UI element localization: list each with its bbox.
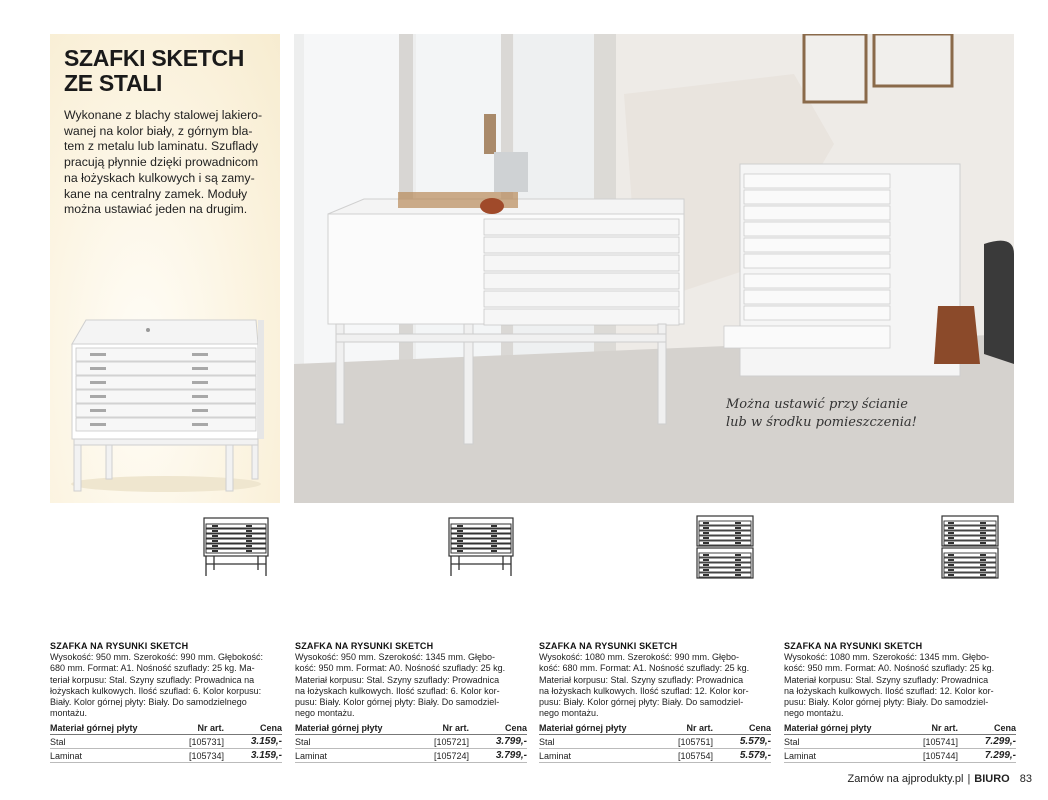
product-description-line: Materiał korpusu: Stal. Szyny szuflady: Prowadnica (539, 674, 744, 685)
cell-material: Laminat (539, 749, 657, 763)
cell-material: Laminat (295, 749, 413, 763)
product-description-line: kość: 950 mm. Format: A0. Nośność szuflady: 25 kg. (295, 663, 506, 674)
photo-caption-line: Można ustawić przy ścianie (726, 397, 908, 412)
col-header-price: Cena (469, 722, 527, 735)
cell-price: 3.159,- (224, 735, 282, 749)
col-header-material: Materiał górnej płyty (295, 722, 413, 735)
cabinet-12-drawer-wide-icon (934, 514, 1006, 580)
room-photo (294, 34, 1014, 503)
photo-caption (726, 396, 926, 432)
hero-panel (50, 34, 280, 503)
cabinet-product-image (66, 304, 266, 499)
product-description-line: Materiał korpusu: Stal. Szyny szuflady: Prowadnica (784, 674, 989, 685)
cabinet-6-drawer-wide-icon (445, 514, 517, 580)
cell-art-number: [105724] (413, 749, 469, 763)
col-header-art: Nr art. (657, 722, 713, 735)
product-card (784, 514, 1016, 764)
product-description-line: montażu. (50, 708, 88, 719)
product-description-line: 680 mm. Format: A1. Nośność szuflady: 25 kg. Ma- (50, 663, 255, 674)
price-table-header (50, 722, 282, 735)
cell-price: 3.799,- (469, 735, 527, 749)
price-table (539, 722, 771, 763)
product-name: SZAFKA NA RYSUNKI SKETCH (50, 641, 189, 651)
cell-art-number: [105731] (168, 735, 224, 749)
product-description-line: Wysokość: 1080 mm. Szerokość: 990 mm. Głębo- (539, 652, 739, 662)
table-row (295, 749, 527, 763)
col-header-price: Cena (958, 722, 1016, 735)
hero-description (64, 108, 276, 218)
product-description-line: łożyskach kulkowych. Ilość szuflad: 6. Kolor korpusu: (50, 685, 262, 696)
cell-material: Stal (50, 735, 168, 749)
product-description-line: nego montażu. (539, 708, 599, 719)
cell-art-number: [105721] (413, 735, 469, 749)
hero-description-line: tem z metalu lub laminatu. Szuflady (64, 139, 259, 154)
hero-description-line: Wykonane z blachy stalowej lakiero- (64, 108, 263, 122)
page-footer (847, 773, 1032, 785)
col-header-art: Nr art. (902, 722, 958, 735)
table-row (50, 735, 282, 749)
col-header-material: Materiał górnej płyty (784, 722, 902, 735)
price-table-header (784, 722, 1016, 735)
product-name: SZAFKA NA RYSUNKI SKETCH (539, 641, 678, 651)
page-title: SZAFKI SKETCH ZE STALI (64, 45, 245, 96)
cell-price: 3.799,- (469, 749, 527, 763)
hero-description-line: można ustawiać jeden na drugim. (64, 202, 248, 217)
product-name: SZAFKA NA RYSUNKI SKETCH (784, 641, 923, 651)
cell-price: 5.579,- (713, 749, 771, 763)
product-description-line: na łożyskach kulkowych. Ilość szuflad: 6. Kolor kor- (295, 685, 500, 696)
table-row (784, 735, 1016, 749)
product-description-line: na łożyskach kulkowych. Ilość szuflad: 12. Kolor kor- (784, 685, 994, 696)
cell-material: Laminat (784, 749, 902, 763)
hero-description-line: wanej na kolor biały, z górnym bla- (64, 123, 253, 138)
cell-material: Stal (295, 735, 413, 749)
hero-description-line: kane na centralny zamek. Moduły (64, 186, 248, 201)
product-description-line: nego montażu. (784, 708, 844, 719)
product-description-line: kość: 680 mm. Format: A1. Nośność szuflady: 25 kg. (539, 663, 750, 674)
cell-price: 7.299,- (958, 735, 1016, 749)
col-header-art: Nr art. (168, 722, 224, 735)
col-header-art: Nr art. (413, 722, 469, 735)
product-description-line: nego montażu. (295, 708, 355, 719)
cell-art-number: [105734] (168, 749, 224, 763)
col-header-price: Cena (713, 722, 771, 735)
price-table (295, 722, 527, 763)
product-name: SZAFKA NA RYSUNKI SKETCH (295, 641, 434, 651)
product-card (539, 514, 771, 764)
product-description-line: Biały. Kolor górnej płyty: Biały. Do samodzielnego (50, 697, 247, 708)
photo-caption-line: lub w środku pomieszczenia! (726, 415, 917, 430)
table-row (539, 735, 771, 749)
product-description-line: kość: 950 mm. Format: A0. Nośność szuflady: 25 kg. (784, 663, 995, 674)
product-description (50, 652, 282, 720)
hero-description-line: na łożyskach kulkowych i są zamy- (64, 170, 255, 185)
table-row (50, 749, 282, 763)
cabinet-6-drawer-small-icon (200, 514, 272, 580)
table-row (295, 735, 527, 749)
cabinet-12-drawer-small-icon (689, 514, 761, 580)
product-description-line: na łożyskach kulkowych. Ilość szuflad: 12. Kolor kor- (539, 685, 749, 696)
footer-separator: | (967, 773, 971, 785)
cell-price: 5.579,- (713, 735, 771, 749)
cell-art-number: [105754] (657, 749, 713, 763)
table-row (539, 749, 771, 763)
product-card (50, 514, 282, 764)
product-description-line: Wysokość: 950 mm. Szerokość: 990 mm. Głębokość: (50, 652, 263, 662)
page-number: 83 (1019, 773, 1032, 785)
product-description-line: pusu: Biały. Kolor górnej płyty: Biały. Do samodziel- (295, 697, 500, 708)
price-table-header (539, 722, 771, 735)
cell-price: 7.299,- (958, 749, 1016, 763)
product-description-line: pusu: Biały. Kolor górnej płyty: Biały. Do samodziel- (784, 697, 989, 708)
hero-description-line: pracują płynnie dzięki prowadnicom (64, 155, 259, 170)
product-description-line: Wysokość: 950 mm. Szerokość: 1345 mm. Głębo- (295, 652, 495, 662)
product-description-line: pusu: Biały. Kolor górnej płyty: Biały. Do samodziel- (539, 697, 744, 708)
product-description-line: Wysokość: 1080 mm. Szerokość: 1345 mm. Głębo- (784, 652, 989, 662)
cell-art-number: [105744] (902, 749, 958, 763)
order-link[interactable]: Zamów na ajprodukty.pl (847, 773, 964, 785)
cell-art-number: [105741] (902, 735, 958, 749)
product-description-line: Materiał korpusu: Stal. Szyny szuflady: Prowadnica (295, 674, 500, 685)
cell-art-number: [105751] (657, 735, 713, 749)
table-row (784, 749, 1016, 763)
price-table (50, 722, 282, 763)
product-description (784, 652, 1016, 720)
product-card (295, 514, 527, 764)
room-photo-illustration (294, 34, 1014, 503)
product-description (295, 652, 527, 720)
col-header-material: Materiał górnej płyty (539, 722, 657, 735)
price-table-header (295, 722, 527, 735)
cell-price: 3.159,- (224, 749, 282, 763)
col-header-material: Materiał górnej płyty (50, 722, 168, 735)
product-description-line: teriał korpusu: Stal. Szyny szuflady: Prowadnica na (50, 674, 255, 685)
cell-material: Stal (784, 735, 902, 749)
col-header-price: Cena (224, 722, 282, 735)
cell-material: Laminat (50, 749, 168, 763)
price-table (784, 722, 1016, 763)
product-description (539, 652, 771, 720)
section-name: BIURO (974, 773, 1010, 785)
cell-material: Stal (539, 735, 657, 749)
